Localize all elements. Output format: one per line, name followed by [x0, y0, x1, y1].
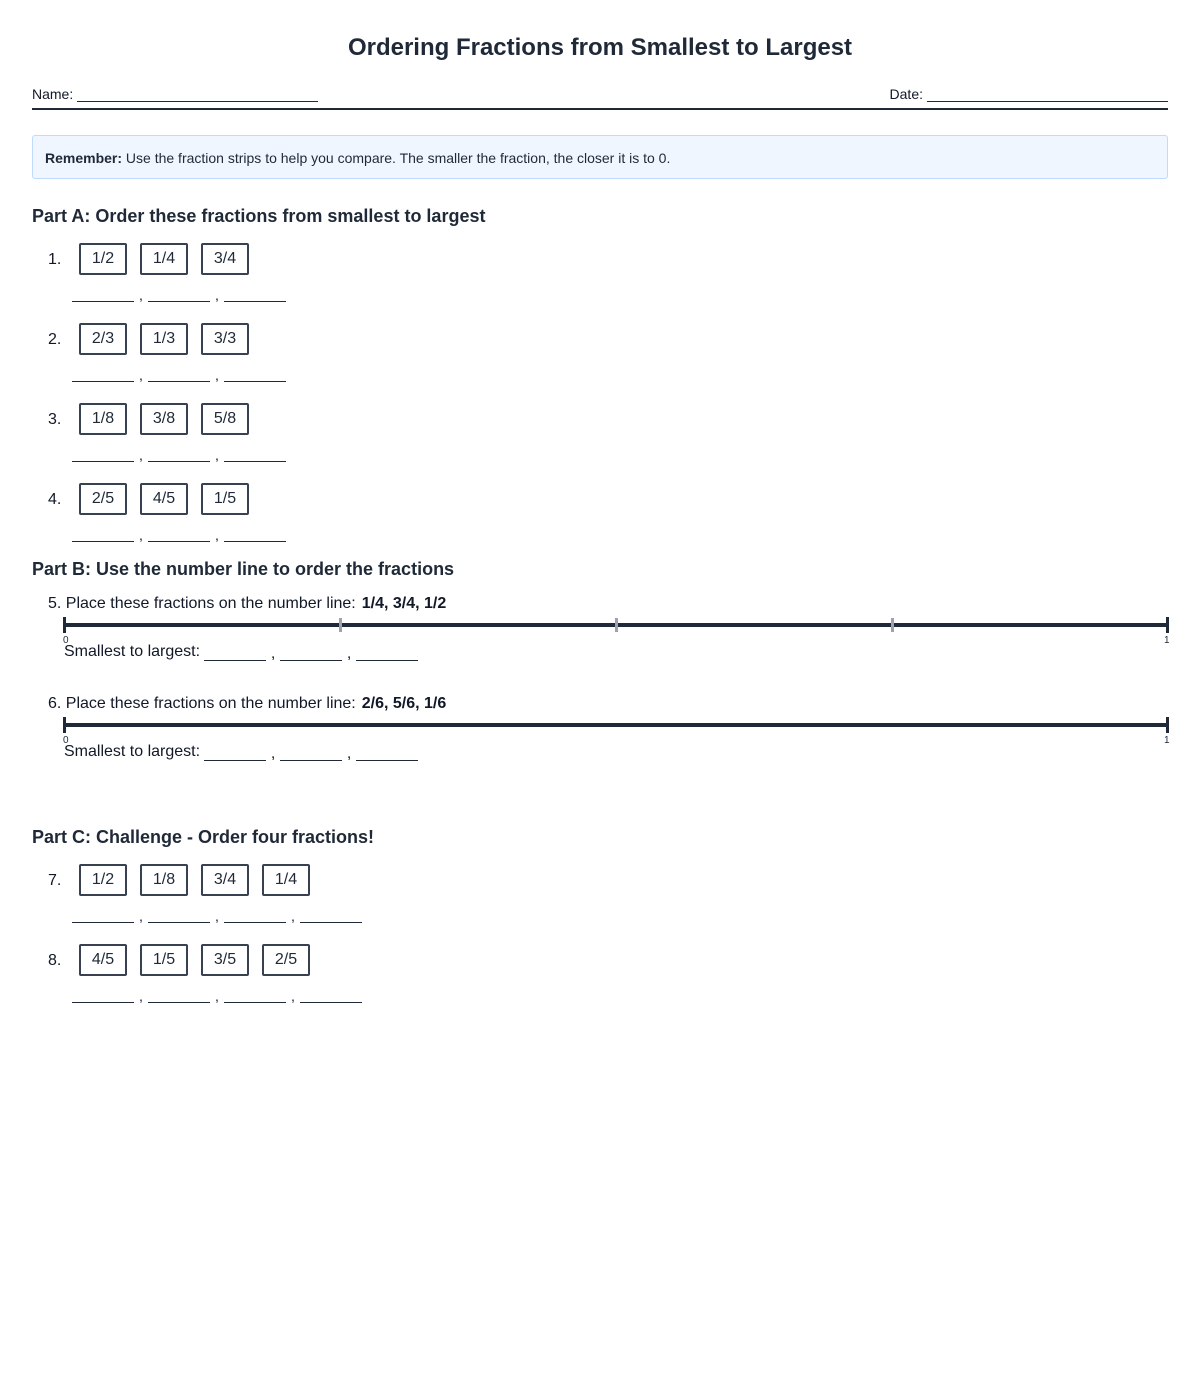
tick-end	[1166, 617, 1169, 633]
name-label: Name:	[32, 86, 74, 102]
date-field	[890, 86, 1168, 102]
fraction-box: 1/3	[140, 323, 188, 355]
fraction-box: 1/2	[79, 243, 127, 275]
comma-separator: ,	[270, 745, 276, 762]
comma-separator: ,	[139, 988, 143, 1004]
comma-separator: ,	[346, 745, 352, 762]
number-line[interactable]	[63, 623, 1170, 646]
comma-separator: ,	[270, 645, 276, 662]
problem-number: 1.	[48, 251, 62, 268]
comma-separator: ,	[291, 908, 295, 924]
answer-blank[interactable]	[148, 287, 210, 302]
prompt-fractions: 2/6, 5/6, 1/6	[361, 695, 447, 712]
problem-item	[32, 483, 1168, 563]
answer-blank[interactable]	[224, 287, 286, 302]
answer-blank[interactable]	[148, 367, 210, 382]
problem-number: 7.	[48, 872, 62, 889]
answer-row	[72, 367, 286, 382]
remember-label: Remember:	[45, 150, 123, 166]
fraction-box: 1/4	[140, 243, 188, 275]
remember-callout	[32, 135, 1168, 179]
number-line-label-end: 1	[1164, 735, 1170, 746]
fraction-box: 3/4	[201, 864, 249, 896]
answer-blank[interactable]	[148, 988, 210, 1003]
fraction-box: 1/8	[140, 864, 188, 896]
answer-blank[interactable]	[204, 646, 266, 661]
fraction-row	[79, 243, 262, 275]
fraction-box: 1/5	[140, 944, 188, 976]
fraction-box: 1/4	[262, 864, 310, 896]
answer-blank[interactable]	[148, 908, 210, 923]
date-input-line[interactable]	[927, 87, 1168, 102]
problem-item	[32, 403, 1168, 483]
prompt-text: 6. Place these fractions on the number line:	[48, 695, 356, 712]
problem-item	[32, 864, 1168, 944]
comma-separator: ,	[346, 645, 352, 662]
number-line-label-start: 0	[63, 635, 69, 646]
comma-separator: ,	[139, 367, 143, 383]
name-input-line[interactable]	[77, 87, 318, 102]
answer-blank[interactable]	[300, 908, 362, 923]
date-label: Date:	[889, 86, 923, 102]
fraction-box: 4/5	[79, 944, 127, 976]
number-line-prompt	[48, 695, 446, 713]
remember-text: Use the fraction strips to help you compare. The smaller the fraction, the closer it is to 0.	[125, 150, 671, 166]
answer-blank[interactable]	[224, 988, 286, 1003]
fraction-box: 4/5	[140, 483, 188, 515]
answer-row	[72, 908, 362, 923]
problem-number: 8.	[48, 952, 62, 969]
fraction-box: 1/8	[79, 403, 127, 435]
name-field	[32, 86, 318, 102]
fraction-box: 2/3	[79, 323, 127, 355]
prompt-fractions: 1/4, 3/4, 1/2	[361, 595, 447, 612]
answer-blank[interactable]	[224, 908, 286, 923]
fraction-box: 3/3	[201, 323, 249, 355]
tick-mark	[891, 618, 894, 632]
fraction-box: 5/8	[201, 403, 249, 435]
part-b-title: Part B: Use the number line to order the fractions	[32, 559, 455, 579]
answer-row	[64, 743, 418, 761]
answer-row	[72, 287, 286, 302]
answer-blank[interactable]	[224, 367, 286, 382]
answer-blank[interactable]	[204, 746, 266, 761]
answer-blank[interactable]	[72, 287, 134, 302]
problem-number: 3.	[48, 411, 62, 428]
fraction-box: 3/8	[140, 403, 188, 435]
comma-separator: ,	[139, 447, 143, 463]
comma-separator: ,	[215, 988, 219, 1004]
number-line-label-end: 1	[1164, 635, 1170, 646]
comma-separator: ,	[215, 908, 219, 924]
comma-separator: ,	[215, 287, 219, 303]
answer-blank[interactable]	[224, 527, 286, 542]
answer-blank[interactable]	[148, 527, 210, 542]
comma-separator: ,	[139, 527, 143, 543]
fraction-box: 3/5	[201, 944, 249, 976]
fraction-row	[79, 323, 262, 355]
number-line-label-start: 0	[63, 735, 69, 746]
part-a-title: Part A: Order these fractions from smallest to largest	[32, 206, 486, 226]
answer-blank[interactable]	[356, 746, 418, 761]
fraction-box: 1/2	[79, 864, 127, 896]
answer-blank[interactable]	[72, 908, 134, 923]
answer-blank[interactable]	[300, 988, 362, 1003]
comma-separator: ,	[215, 367, 219, 383]
tick-start	[63, 717, 66, 733]
part-c-title: Part C: Challenge - Order four fractions!	[32, 827, 375, 847]
answer-blank[interactable]	[224, 447, 286, 462]
comma-separator: ,	[139, 287, 143, 303]
part-a-problems	[32, 243, 1168, 563]
number-line[interactable]	[63, 723, 1170, 746]
fraction-box: 3/4	[201, 243, 249, 275]
answer-blank[interactable]	[72, 367, 134, 382]
part-c-problems	[32, 864, 1168, 1024]
fraction-row	[79, 864, 323, 896]
comma-separator: ,	[139, 908, 143, 924]
page-title: Ordering Fractions from Smallest to Largest	[347, 34, 853, 61]
answer-blank[interactable]	[148, 447, 210, 462]
fraction-box: 2/5	[262, 944, 310, 976]
prompt-text: 5. Place these fractions on the number line:	[48, 595, 356, 612]
fraction-box: 1/5	[201, 483, 249, 515]
number-line-prompt	[48, 595, 446, 613]
answer-blank[interactable]	[356, 646, 418, 661]
number-line-problem	[32, 695, 1168, 795]
fraction-row	[79, 944, 323, 976]
header-row	[32, 78, 1168, 110]
answer-row	[64, 643, 418, 661]
comma-separator: ,	[215, 527, 219, 543]
part-b-problems	[32, 595, 1168, 795]
answer-label: Smallest to largest:	[64, 743, 201, 760]
problem-item	[32, 323, 1168, 403]
answer-blank[interactable]	[72, 988, 134, 1003]
tick-mark	[339, 618, 342, 632]
problem-number: 4.	[48, 491, 62, 508]
tick-mark	[615, 618, 618, 632]
comma-separator: ,	[215, 447, 219, 463]
tick-start	[63, 617, 66, 633]
fraction-row	[79, 483, 262, 515]
tick-end	[1166, 717, 1169, 733]
answer-row	[72, 447, 286, 462]
comma-separator: ,	[291, 988, 295, 1004]
problem-item	[32, 944, 1168, 1024]
answer-blank[interactable]	[280, 646, 342, 661]
answer-blank[interactable]	[280, 746, 342, 761]
fraction-box: 2/5	[79, 483, 127, 515]
answer-blank[interactable]	[72, 527, 134, 542]
answer-blank[interactable]	[72, 447, 134, 462]
answer-row	[72, 527, 286, 542]
answer-label: Smallest to largest:	[64, 643, 201, 660]
number-line-problem	[32, 595, 1168, 695]
answer-row	[72, 988, 362, 1003]
problem-number: 2.	[48, 331, 62, 348]
worksheet	[32, 0, 1168, 1024]
problem-item	[32, 243, 1168, 323]
fraction-row	[79, 403, 262, 435]
